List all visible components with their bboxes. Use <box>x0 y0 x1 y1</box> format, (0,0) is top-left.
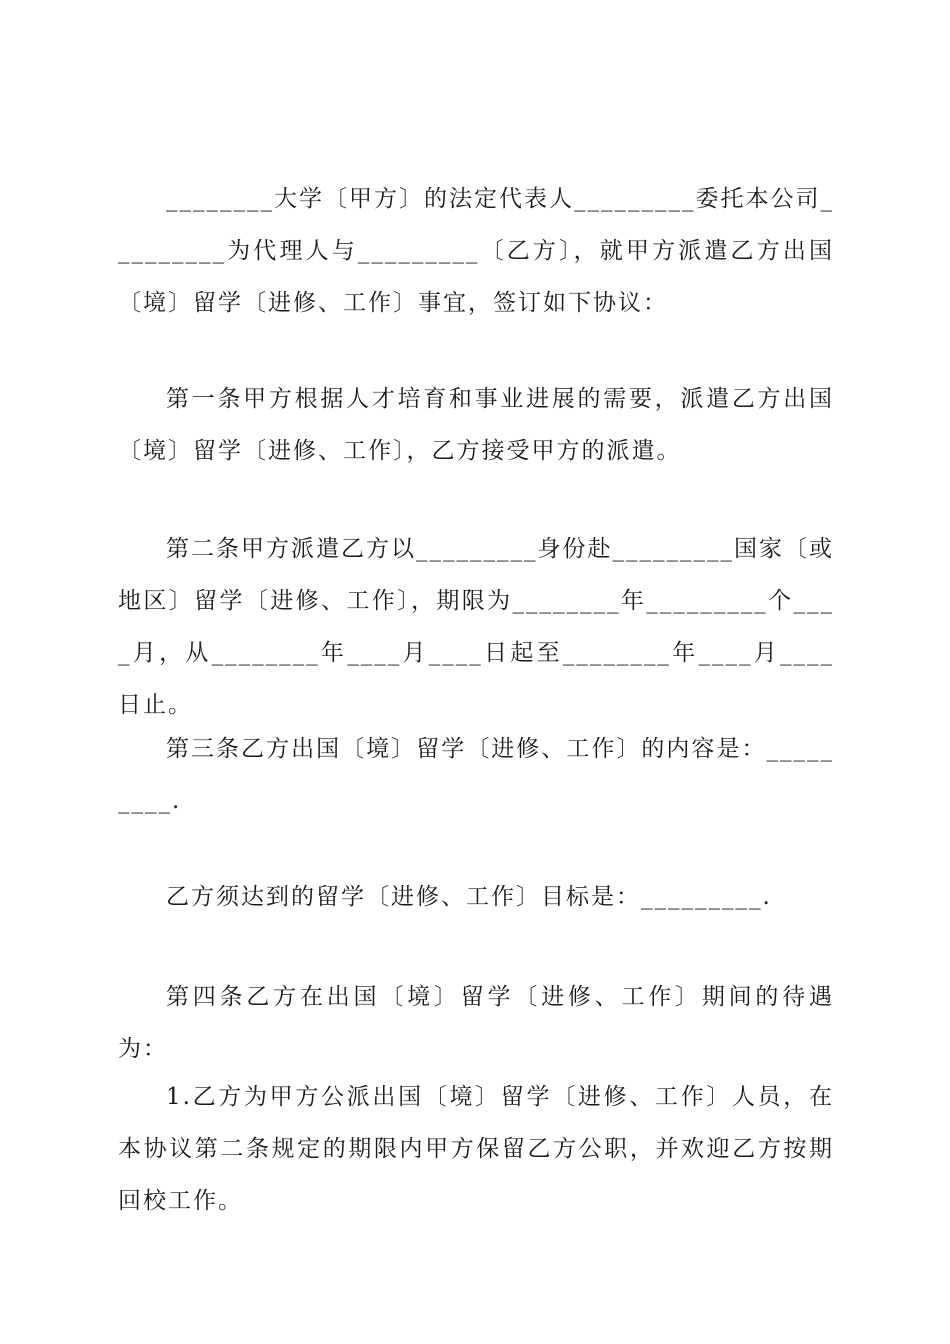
article-1: 第一条甲方根据人才培育和事业进展的需要，派遣乙方出国〔境〕留学〔进修、工作〕，乙方接受甲方的派遣。 <box>118 386 834 464</box>
article-4: 第四条乙方在出国〔境〕留学〔进修、工作〕期间的待遇为： <box>118 984 834 1062</box>
article-3-target: 乙方须达到的留学〔进修、工作〕目标是：_________. <box>166 884 772 910</box>
article-4-item-1: 1.乙方为甲方公派出国〔境〕留学〔进修、工作〕人员，在本协议第二条规定的期限内甲方保留乙方公职，并欢迎乙方按期回校工作。 <box>118 1084 834 1214</box>
article-2: 第二条甲方派遣乙方以_________身份赴_________国家〔或地区〕留学〔进修、工作〕，期限为________年_________个____月，从________年____月____日起至________年____月____日止。 <box>118 536 834 718</box>
agreement-preamble: ________大学〔甲方〕的法定代表人_________委托本公司_________为代理人与_________〔乙方〕，就甲方派遣乙方出国〔境〕留学〔进修、工作〕事宜，签订如下协议： <box>118 186 834 316</box>
article-3: 第三条乙方出国〔境〕留学〔进修、工作〕的内容是：_________. <box>118 736 834 814</box>
